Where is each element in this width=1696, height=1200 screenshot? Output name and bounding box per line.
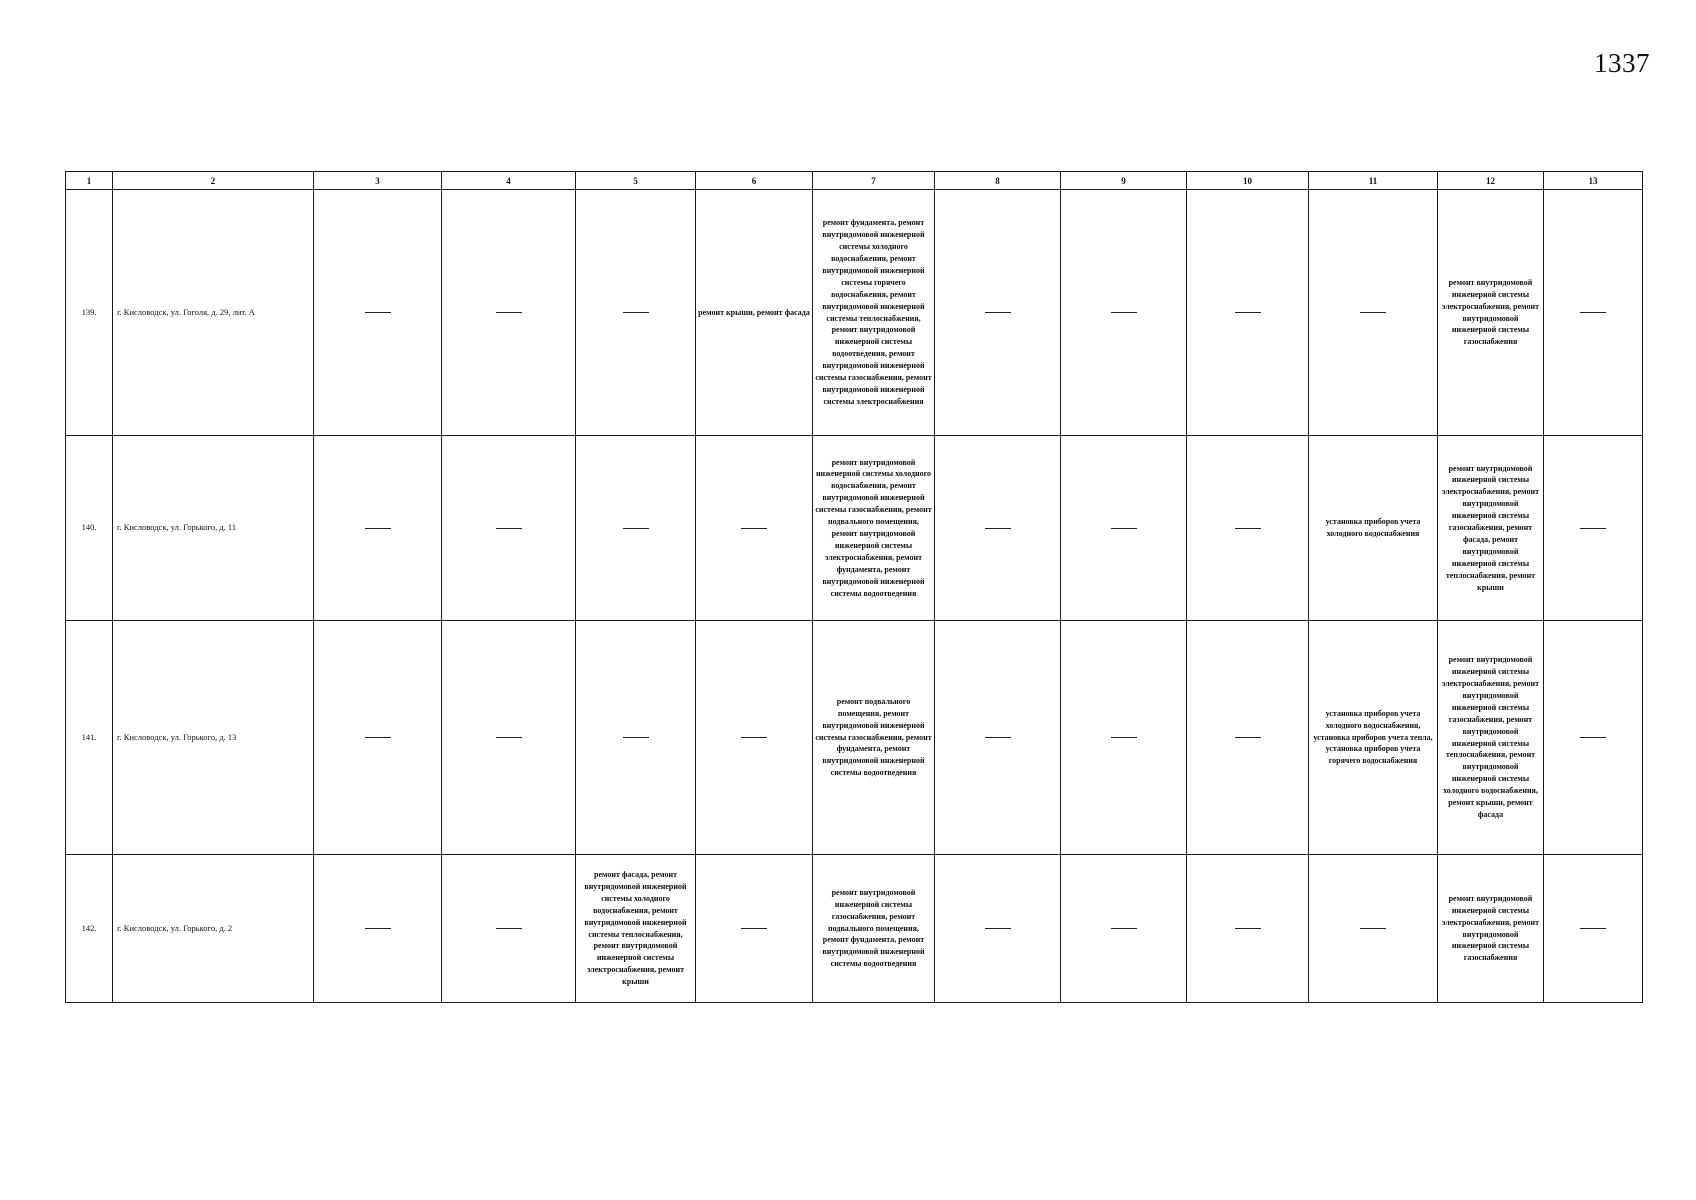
empty-cell [314,621,442,855]
work-cell: ремонт внутридомовой инженерной системы электроснабжения, ремонт внутридомовой инженерной системы газоснабжения, ремонт внутридомовой инженерной системы теплоснабжения, ремонт внутридомовой инженерной системы холодного водоснабжения, ремонт крыши, ремонт фасада [1438,621,1544,855]
empty-cell [1061,436,1187,621]
dash-mark [1111,528,1137,529]
column-header: 10 [1187,172,1309,190]
row-address: г. Кисловодск, ул. Горького, д. 13 [113,621,314,855]
dash-mark [1235,737,1261,738]
dash-mark [741,928,767,929]
dash-mark [365,737,391,738]
work-cell: ремонт внутридомовой инженерной системы электроснабжения, ремонт внутридомовой инженерной системы газоснабжения, ремонт фасада, ремонт внутридомовой инженерной системы теплоснабжения, ремонт крыши [1438,436,1544,621]
row-address: г. Кисловодск, ул. Горького, д. 2 [113,855,314,1003]
empty-cell [1187,436,1309,621]
column-header: 1 [66,172,113,190]
work-cell: ремонт крыши, ремонт фасада [696,190,813,436]
dash-mark [1111,928,1137,929]
row-number: 142. [66,855,113,1003]
empty-cell [576,190,696,436]
work-cell: установка приборов учета холодного водоснабжения [1309,436,1438,621]
row-number: 139. [66,190,113,436]
empty-cell [576,436,696,621]
dash-mark [496,312,522,313]
dash-mark [496,928,522,929]
column-header: 7 [813,172,935,190]
empty-cell [935,190,1061,436]
work-cell: ремонт внутридомовой инженерной системы электроснабжения, ремонт внутридомовой инженерной системы газоснабжения [1438,855,1544,1003]
empty-cell [696,855,813,1003]
empty-cell [576,621,696,855]
column-header: 13 [1544,172,1643,190]
table-row [66,855,1643,1003]
dash-mark [741,737,767,738]
table-row [66,190,1643,436]
work-cell: ремонт подвального помещения, ремонт внутридомовой инженерной системы газоснабжения, ремонт фундамента, ремонт внутридомовой инженерной системы водоотведения [813,621,935,855]
column-header: 9 [1061,172,1187,190]
dash-mark [623,312,649,313]
empty-cell [696,436,813,621]
dash-mark [741,528,767,529]
work-cell: установка приборов учета холодного водоснабжения, установка приборов учета тепла, установка приборов учета горячего водоснабжения [1309,621,1438,855]
empty-cell [1309,190,1438,436]
empty-cell [935,436,1061,621]
empty-cell [314,855,442,1003]
dash-mark [1580,528,1606,529]
empty-cell [1187,190,1309,436]
dash-mark [1111,312,1137,313]
dash-mark [496,737,522,738]
empty-cell [1544,436,1643,621]
table-row [66,436,1643,621]
row-address: г. Кисловодск, ул. Горького, д. 11 [113,436,314,621]
dash-mark [1235,528,1261,529]
dash-mark [365,528,391,529]
empty-cell [442,436,576,621]
column-header: 6 [696,172,813,190]
column-header: 11 [1309,172,1438,190]
row-number: 140. [66,436,113,621]
dash-mark [623,737,649,738]
work-cell: ремонт внутридомовой инженерной системы холодного водоснабжения, ремонт внутридомовой инженерной системы газоснабжения, ремонт подвального помещения, ремонт внутридомовой инженерной системы электроснабжения, ремонт фундамента, ремонт внутридомовой инженерной системы водоотведения [813,436,935,621]
dash-mark [623,528,649,529]
dash-mark [985,312,1011,313]
empty-cell [442,855,576,1003]
column-header: 3 [314,172,442,190]
empty-cell [1544,190,1643,436]
empty-cell [1187,621,1309,855]
column-header: 8 [935,172,1061,190]
empty-cell [696,621,813,855]
work-cell: ремонт внутридомовой инженерной системы электроснабжения, ремонт внутридомовой инженерной системы газоснабжения [1438,190,1544,436]
empty-cell [935,621,1061,855]
dash-mark [365,928,391,929]
work-cell: ремонт фундамента, ремонт внутридомовой инженерной системы холодного водоснабжения, ремонт внутридомовой инженерной системы горячего водоснабжения, ремонт внутридомовой инженерной системы теплоснабжения, ремонт внутридомовой инженерной системы водоотведения, ремонт внутридомовой инженерной системы газоснабжения, ремонт внутридомовой инженерной системы электроснабжения [813,190,935,436]
empty-cell [314,436,442,621]
column-header: 12 [1438,172,1544,190]
dash-mark [985,528,1011,529]
empty-cell [314,190,442,436]
capital-repair-table [65,171,1643,1003]
dash-mark [985,928,1011,929]
empty-cell [1309,855,1438,1003]
dash-mark [1580,312,1606,313]
empty-cell [1544,621,1643,855]
table-row [66,621,1643,855]
empty-cell [935,855,1061,1003]
table-header-row [66,172,1643,190]
dash-mark [496,528,522,529]
dash-mark [1111,737,1137,738]
column-header: 2 [113,172,314,190]
dash-mark [985,737,1011,738]
empty-cell [1061,855,1187,1003]
empty-cell [1187,855,1309,1003]
dash-mark [365,312,391,313]
row-number: 141. [66,621,113,855]
work-cell: ремонт внутридомовой инженерной системы газоснабжения, ремонт подвального помещения, ремонт фундамента, ремонт внутридомовой инженерной системы водоотведения [813,855,935,1003]
dash-mark [1360,312,1386,313]
empty-cell [1061,621,1187,855]
column-header: 5 [576,172,696,190]
empty-cell [1544,855,1643,1003]
dash-mark [1580,737,1606,738]
empty-cell [442,621,576,855]
row-address: г. Кисловодск, ул. Гоголя, д. 29, лит. А [113,190,314,436]
empty-cell [442,190,576,436]
work-cell: ремонт фасада, ремонт внутридомовой инженерной системы холодного водоснабжения, ремонт внутридомовой инженерной системы теплоснабжения, ремонт внутридомовой инженерной системы электроснабжения, ремонт крыши [576,855,696,1003]
dash-mark [1235,928,1261,929]
column-header: 4 [442,172,576,190]
page-number: 1337 [1594,48,1650,78]
dash-mark [1580,928,1606,929]
empty-cell [1061,190,1187,436]
dash-mark [1360,928,1386,929]
dash-mark [1235,312,1261,313]
